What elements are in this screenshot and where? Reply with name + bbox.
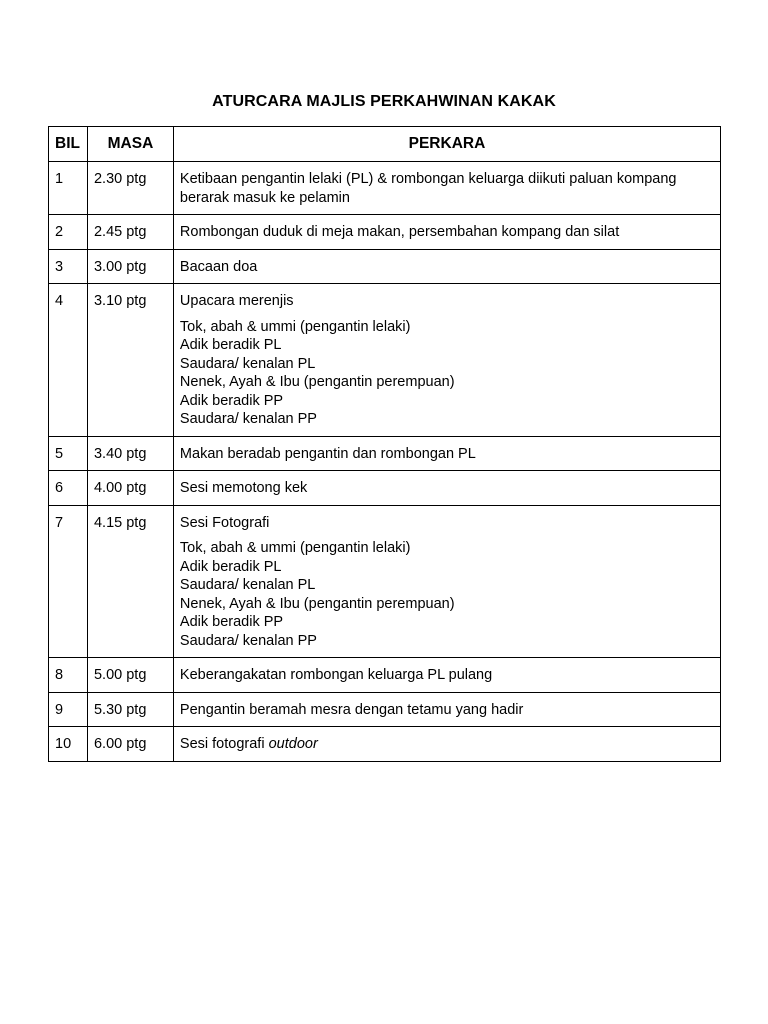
cell-perkara xyxy=(173,284,720,437)
table-row xyxy=(49,471,721,506)
cell-masa: 5.00 ptg xyxy=(87,658,173,693)
cell-bil: 2 xyxy=(49,215,88,250)
table-row xyxy=(49,692,721,727)
header-perkara: PERKARA xyxy=(173,127,720,162)
cell-bil: 10 xyxy=(49,727,88,762)
perkara-text: Makan beradab pengantin dan rombongan PL xyxy=(179,445,476,462)
table-row xyxy=(49,436,721,471)
perkara-text: Bacaan doa xyxy=(179,258,258,275)
cell-masa: 4.00 ptg xyxy=(87,471,173,506)
sub-item: Tok, abah & ummi (pengantin lelaki) xyxy=(179,318,411,335)
cell-masa: 5.30 ptg xyxy=(87,692,173,727)
table-row xyxy=(49,658,721,693)
cell-masa: 3.00 ptg xyxy=(87,249,173,284)
perkara-text: Sesi Fotografi xyxy=(179,514,270,531)
perkara-text: Upacara merenjis xyxy=(179,293,294,309)
sub-item: Adik beradik PP xyxy=(179,392,284,409)
cell-masa: 4.15 ptg xyxy=(87,505,173,658)
cell-bil: 7 xyxy=(49,505,88,658)
cell-masa: 3.40 ptg xyxy=(87,436,173,471)
sub-item: Nenek, Ayah & Ibu (pengantin perempuan) xyxy=(179,595,455,612)
table-body xyxy=(49,162,721,762)
cell-bil: 5 xyxy=(49,436,88,471)
table-row xyxy=(49,284,721,437)
cell-perkara xyxy=(173,658,720,693)
perkara-italic-text: outdoor xyxy=(268,736,318,752)
table-row xyxy=(49,249,721,284)
sub-item: Tok, abah & ummi (pengantin lelaki) xyxy=(179,540,411,556)
cell-perkara xyxy=(173,505,720,658)
perkara-text: Keberangakatan rombongan keluarga PL pulang xyxy=(179,667,493,683)
sub-item: Nenek, Ayah & Ibu (pengantin perempuan) xyxy=(179,374,455,390)
cell-perkara xyxy=(173,162,720,215)
document-title: ATURCARA MAJLIS PERKAHWINAN KAKAK xyxy=(212,93,556,110)
sub-item-list xyxy=(180,318,714,429)
cell-masa: 2.30 ptg xyxy=(87,162,173,215)
cell-bil: 4 xyxy=(49,284,88,437)
table-row xyxy=(49,505,721,658)
table-header-row xyxy=(49,127,721,162)
sub-item: Adik beradik PL xyxy=(179,558,282,575)
cell-bil: 9 xyxy=(49,692,88,727)
cell-bil: 8 xyxy=(49,658,88,693)
perkara-text: Rombongan duduk di meja makan, persembahan kompang dan silat xyxy=(179,224,620,240)
cell-masa: 3.10 ptg xyxy=(87,284,173,437)
perkara-text: Sesi memotong kek xyxy=(179,480,308,496)
perkara-text: Sesi fotografi xyxy=(179,736,265,752)
cell-masa: 6.00 ptg xyxy=(87,727,173,762)
table-row xyxy=(49,215,721,250)
table-row xyxy=(49,162,721,215)
cell-bil: 6 xyxy=(49,471,88,506)
cell-perkara xyxy=(173,215,720,250)
cell-masa: 2.45 ptg xyxy=(87,215,173,250)
cell-perkara xyxy=(173,692,720,727)
sub-item: Saudara/ kenalan PL xyxy=(179,355,316,372)
sub-item: Saudara/ kenalan PP xyxy=(179,411,317,427)
header-masa: MASA xyxy=(87,127,173,162)
cell-perkara xyxy=(173,727,720,762)
cell-bil: 3 xyxy=(49,249,88,284)
perkara-text: Pengantin beramah mesra dengan tetamu yang hadir xyxy=(179,701,524,718)
cell-perkara xyxy=(173,249,720,284)
cell-perkara xyxy=(173,471,720,506)
table-row xyxy=(49,727,721,762)
sub-item: Saudara/ kenalan PL xyxy=(179,577,316,593)
cell-perkara xyxy=(173,436,720,471)
sub-item: Adik beradik PL xyxy=(179,337,282,353)
cell-bil: 1 xyxy=(49,162,88,215)
header-bil: BIL xyxy=(49,127,88,162)
sub-item: Adik beradik PP xyxy=(179,614,284,630)
sub-item-list xyxy=(180,539,714,650)
sub-item: Saudara/ kenalan PP xyxy=(179,632,317,649)
schedule-table xyxy=(48,126,721,762)
perkara-text: Ketibaan pengantin lelaki (PL) & rombongan keluarga diikuti paluan kompang berarak masuk ke pelamin xyxy=(179,171,677,206)
